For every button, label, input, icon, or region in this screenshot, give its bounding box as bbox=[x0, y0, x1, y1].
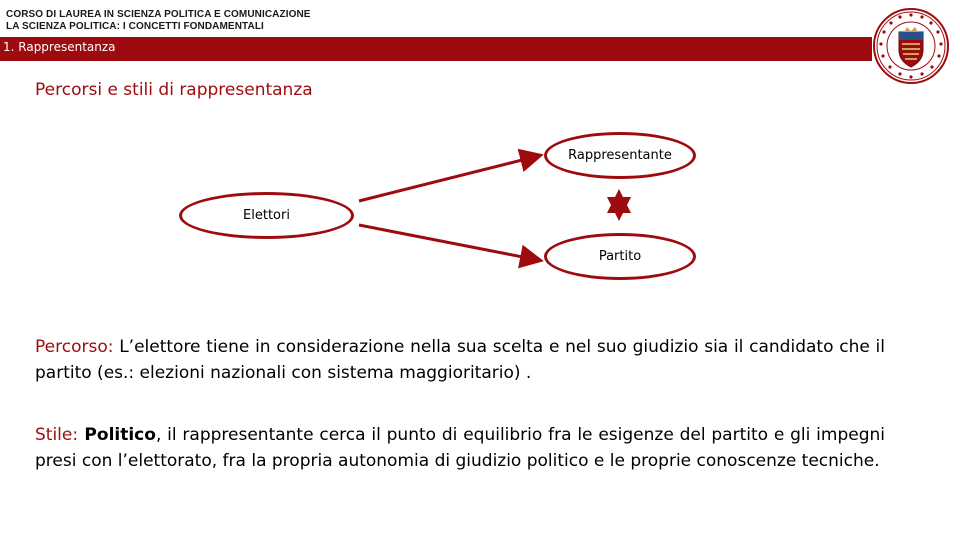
percorso-text: L’elettore tiene in considerazione nella sua scelta e nel suo giudizio sia il candidato che il partito (es.: elezioni nazionali con sistema maggioritario) . bbox=[35, 337, 885, 383]
node-representative-label: Rappresentante bbox=[568, 148, 672, 163]
arrow-voters-to-party bbox=[359, 225, 538, 260]
section-bar bbox=[0, 37, 872, 61]
percorso-paragraph bbox=[35, 334, 885, 386]
course-header bbox=[6, 9, 311, 33]
node-voters bbox=[179, 192, 354, 239]
node-representative bbox=[544, 132, 696, 179]
course-subtitle: LA SCIENZA POLITICA: I CONCETTI FONDAMENTALI bbox=[6, 21, 264, 32]
percorso-label: Percorso: bbox=[35, 337, 114, 357]
node-voters-label: Elettori bbox=[243, 208, 290, 223]
stile-label: Stile: bbox=[35, 425, 79, 445]
diagram-arrows bbox=[0, 120, 960, 280]
node-party-label: Partito bbox=[598, 249, 642, 264]
course-title: CORSO DI LAUREA IN SCIENZA POLITICA E COMUNICAZIONE bbox=[6, 9, 311, 20]
stile-paragraph bbox=[35, 422, 885, 474]
node-party bbox=[544, 233, 696, 280]
stile-text: , il rappresentante cerca il punto di equilibrio fra le esigenze del partito e gli impegni presi con l’elettorato, fra la propria autonomia di giudizio politico e le proprie conoscenze tecniche. bbox=[35, 425, 886, 471]
slide-title: Percorsi e stili di rappresentanza bbox=[35, 80, 313, 100]
representation-diagram bbox=[0, 120, 960, 280]
university-seal-icon bbox=[873, 8, 949, 84]
arrow-voters-to-representative bbox=[359, 156, 538, 201]
section-label: 1. Rappresentanza bbox=[3, 40, 116, 54]
stile-bold: Politico bbox=[78, 425, 156, 445]
